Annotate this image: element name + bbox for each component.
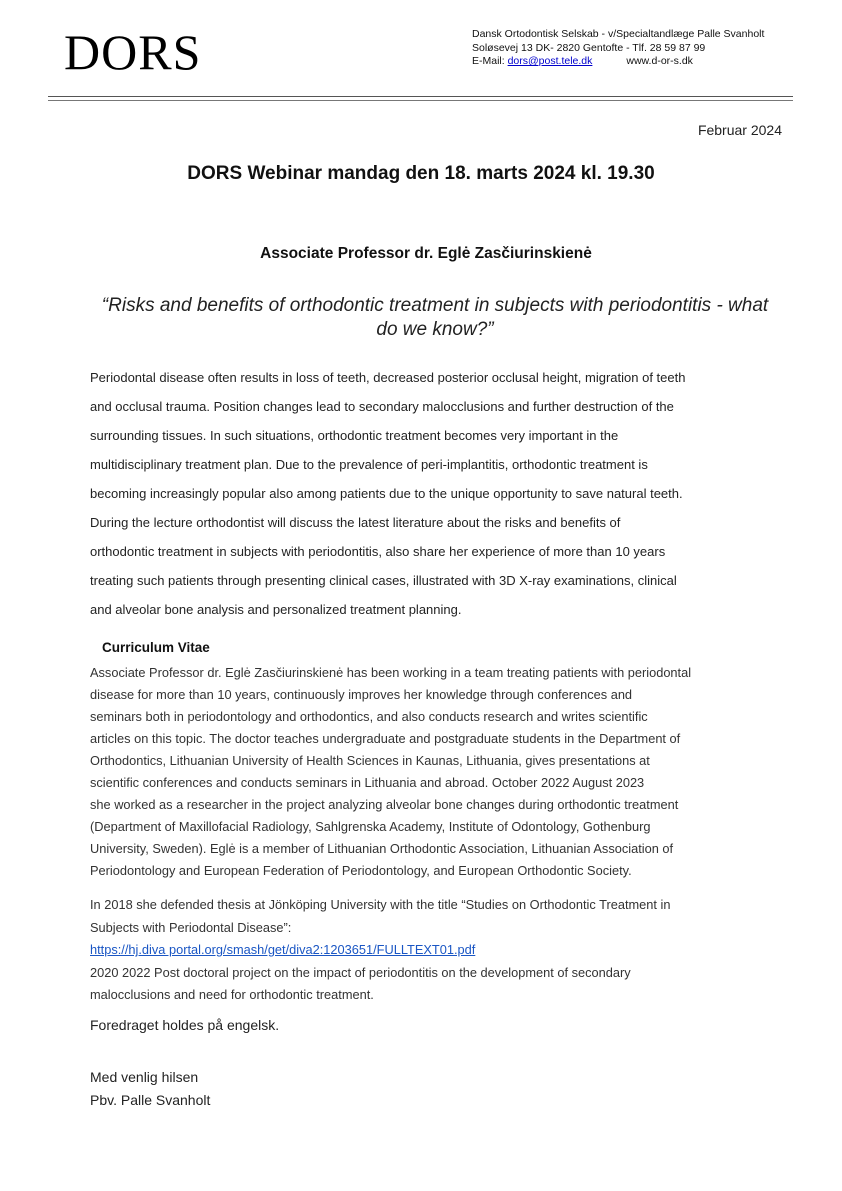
cv-line: Associate Professor dr. Eglė Zasčiurinskienė has been working in a team treating patients with periodontal xyxy=(90,665,692,680)
closing-greeting: Med venlig hilsen xyxy=(90,1069,199,1085)
cv-heading: Curriculum Vitae xyxy=(102,640,210,655)
abstract-line: and occlusal trauma. Position changes lead to secondary malocclusions and further destruction of the xyxy=(90,399,674,414)
abstract-line: orthodontic treatment in subjects with periodontitis, also share her experience of more than 10 years xyxy=(90,544,666,559)
webinar-title: DORS Webinar mandag den 18. marts 2024 kl. 19.30 xyxy=(187,163,655,184)
closing-block xyxy=(90,1066,210,1112)
cv-line: (Department of Maxillofacial Radiology, Sahlgrenska Academy, Institute of Odontology, Gothenburg xyxy=(90,819,651,834)
organization-info xyxy=(472,28,812,69)
cv-line: seminars both in periodontology and orthodontics, and also conducts research and writes scientific xyxy=(90,709,648,724)
org-contact-line xyxy=(472,55,812,69)
org-address-line: Soløsevej 13 DK- 2820 Gentofte - Tlf. 28 59 87 99 xyxy=(472,41,706,54)
abstract-line: multidisciplinary treatment plan. Due to the prevalence of peri-implantitis, orthodontic treatment is xyxy=(90,457,648,472)
language-note: Foredraget holdes på engelsk. xyxy=(90,1017,280,1033)
signature: Pbv. Palle Svanholt xyxy=(90,1092,211,1108)
website-text: www.d-or-s.dk xyxy=(626,55,693,67)
org-name-line: Dansk Ortodontisk Selskab - v/Specialtandlæge Palle Svanholt xyxy=(472,28,765,40)
thesis-section xyxy=(90,894,790,1007)
cv-line: scientific conferences and conducts seminars in Lithuania and abroad. October 2022 August 2023 xyxy=(90,775,645,790)
header-divider xyxy=(48,96,793,97)
thesis-link[interactable]: https://hj.diva portal.org/smash/get/diva2:1203651/FULLTEXT01.pdf xyxy=(90,942,476,957)
postdoc-line: malocclusions and need for orthodontic treatment. xyxy=(90,987,374,1002)
cv-body xyxy=(90,662,790,882)
email-link[interactable]: dors@post.tele.dk xyxy=(507,55,593,67)
cv-line: University, Sweden). Eglė is a member of Lithuanian Orthodontic Association, Lithuanian Association of xyxy=(90,841,674,856)
speaker-name: Associate Professor dr. Eglė Zasčiurinskienė xyxy=(260,245,592,262)
abstract-line: treating such patients through presenting clinical cases, illustrated with 3D X-ray examinations, clinical xyxy=(90,573,677,588)
cv-line: disease for more than 10 years, continuously improves her knowledge through conferences and xyxy=(90,687,633,702)
thesis-line: Subjects with Periodontal Disease”: xyxy=(90,919,292,935)
cv-line: Periodontology and European Federation of Periodontology, and European Orthodontic Society. xyxy=(90,863,632,878)
cv-line: Orthodontics, Lithuanian University of Health Sciences in Kaunas, Lithuania, gives presentations at xyxy=(90,753,650,768)
cv-line: she worked as a researcher in the project analyzing alveolar bone changes during orthodontic treatment xyxy=(90,797,679,812)
lecture-title: “Risks and benefits of orthodontic treatment in subjects with periodontitis - what do we know?” xyxy=(101,295,769,340)
postdoc-line: 2020 2022 Post doctoral project on the impact of periodontitis on the development of secondary xyxy=(90,964,631,980)
cv-line: articles on this topic. The doctor teaches undergraduate and postgraduate students in the Department of xyxy=(90,731,681,746)
thesis-line: In 2018 she defended thesis at Jönköping University with the title “Studies on Orthodontic Treatment in xyxy=(90,897,671,912)
header-divider-thin xyxy=(48,100,793,101)
abstract-line: During the lecture orthodontist will discuss the latest literature about the risks and benefits of xyxy=(90,515,621,530)
lecture-abstract xyxy=(90,363,790,624)
abstract-line: and alveolar bone analysis and personalized treatment planning. xyxy=(90,602,462,617)
document-date: Februar 2024 xyxy=(697,122,782,138)
dors-logo: DORS xyxy=(64,24,202,80)
abstract-line: becoming increasingly popular also among patients due to the unique opportunity to save natural teeth. xyxy=(90,486,683,501)
abstract-line: surrounding tissues. In such situations, orthodontic treatment becomes very important in the xyxy=(90,428,619,443)
abstract-line: Periodontal disease often results in loss of teeth, decreased posterior occlusal height, migration of teeth xyxy=(90,370,686,385)
email-label: E-Mail: xyxy=(472,55,508,67)
